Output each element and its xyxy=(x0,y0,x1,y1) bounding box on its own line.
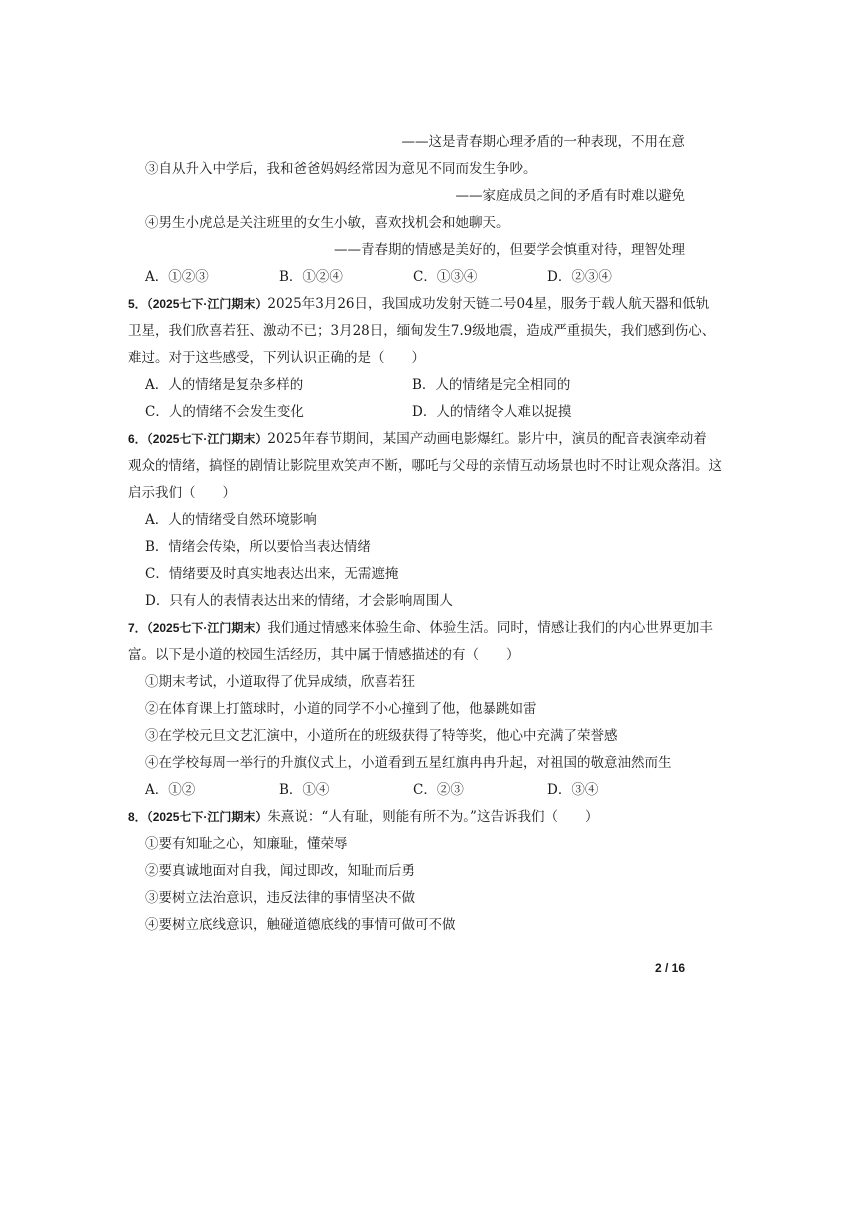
q5-stem-line-3: 难过。对于这些感受，下列认识正确的是（ ） xyxy=(128,350,425,366)
q7-number: 7． xyxy=(128,621,147,635)
q6-option-c[interactable]: C．情绪要及时真实地表达出来，无需遮掩 xyxy=(145,566,399,582)
q8-item-1: ①要有知耻之心，知廉耻，懂荣辱 xyxy=(145,836,348,852)
q5-stem-text: 2025年3月26日，我国成功发射天链二号04星，服务于载人航天器和低轨 xyxy=(267,296,710,312)
q7-stem-line-2: 富。以下是小道的校园生活经历，其中属于情感描述的有（ ） xyxy=(128,647,520,663)
q6-option-d[interactable]: D．只有人的表情表达出来的情绪，才会影响周围人 xyxy=(145,593,453,609)
q8-number: 8． xyxy=(128,810,147,824)
q7-item-3: ③在学校元旦文艺汇演中，小道所在的班级获得了特等奖，他心中充满了荣誉感 xyxy=(145,728,618,744)
q5-number: 5． xyxy=(128,297,147,311)
q5-stem-line-2: 卫星，我们欣喜若狂、激动不已；3月28日，缅甸发生7.9级地震，造成严重损失，我们感到伤心、 xyxy=(128,323,716,339)
q4-options xyxy=(145,268,685,286)
q6-source-tag: （2025七下·江门期末） xyxy=(146,432,268,446)
q7-option-b[interactable]: B．①④ xyxy=(279,782,330,798)
q6-option-b[interactable]: B．情绪会传染，所以要恰当表达情绪 xyxy=(145,539,371,555)
q4-item-3: ③自从升入中学后，我和爸爸妈妈经常因为意见不同而发生争吵。 xyxy=(145,161,537,177)
q7-item-2: ②在体育课上打篮球时，小道的同学不小心撞到了他，他暴跳如雷 xyxy=(145,701,537,717)
page-number: 2 / 16 xyxy=(654,961,685,975)
q6-stem-line-3: 启示我们（ ） xyxy=(128,485,236,501)
q7-option-a[interactable]: A．①② xyxy=(145,782,196,798)
q5-option-d[interactable]: D．人的情绪令人难以捉摸 xyxy=(412,404,572,420)
q7-stem-line-1 xyxy=(128,619,713,637)
q6-option-a[interactable]: A．人的情绪受自然环境影响 xyxy=(145,512,317,528)
q7-source-tag: （2025七下·江门期末） xyxy=(146,621,268,635)
q5-option-c[interactable]: C．人的情绪不会发生变化 xyxy=(145,404,304,420)
q6-stem-text: 2025年春节期间，某国产动画电影爆红。影片中，演员的配音表演牵动着 xyxy=(267,431,707,447)
q4-option-d[interactable]: D．②③④ xyxy=(547,269,612,285)
q6-stem-line-1 xyxy=(128,430,707,448)
q7-stem-text: 我们通过情感来体验生命、体验生活。同时，情感让我们的内心世界更加丰 xyxy=(267,620,713,636)
q8-stem-text: 朱熹说：“人有耻，则能有所不为。”这告诉我们（ ） xyxy=(267,809,599,825)
q7-item-4: ④在学校每周一举行的升旗仪式上，小道看到五星红旗冉冉升起，对祖国的敬意油然而生 xyxy=(145,755,672,771)
q7-option-d[interactable]: D．③④ xyxy=(547,782,599,798)
q5-option-a[interactable]: A．人的情绪是复杂多样的 xyxy=(145,377,304,393)
q7-item-1: ①期末考试，小道取得了优异成绩，欣喜若狂 xyxy=(145,674,415,690)
q5-option-b[interactable]: B．人的情绪是完全相同的 xyxy=(412,377,571,393)
q8-item-4: ④要树立底线意识，触碰道德底线的事情可做可不做 xyxy=(145,917,456,933)
q6-stem-line-2: 观众的情绪，搞怪的剧情让影院里欢笑声不断，哪吒与父母的亲情互动场景也时不时让观众落泪。这 xyxy=(128,458,722,474)
q4-option-b[interactable]: B．①②④ xyxy=(279,269,343,285)
q4-option-a[interactable]: A．①②③ xyxy=(145,269,209,285)
q8-item-3: ③要树立法治意识，违反法律的事情坚决不做 xyxy=(145,890,415,906)
q8-source-tag: （2025七下·江门期末） xyxy=(146,810,268,824)
q7-option-c[interactable]: C．②③ xyxy=(413,782,464,798)
q5-source-tag: （2025七下·江门期末） xyxy=(146,297,268,311)
q5-stem-line-1 xyxy=(128,295,709,313)
q4-item-4: ④男生小虎总是关注班里的女生小敏，喜欢找机会和她聊天。 xyxy=(145,215,510,231)
q6-number: 6． xyxy=(128,432,147,446)
q8-stem-line-1 xyxy=(128,808,598,826)
q7-options xyxy=(145,781,685,799)
q4-comment-4: ——青春期的情感是美好的，但要学会慎重对待，理智处理 xyxy=(334,242,685,258)
q4-comment-3: ——家庭成员之间的矛盾有时难以避免 xyxy=(455,188,685,204)
q4-comment-1: ——这是青春期心理矛盾的一种表现，不用在意 xyxy=(401,134,685,150)
q8-item-2: ②要真诚地面对自我，闻过即改，知耻而后勇 xyxy=(145,863,415,879)
q4-option-c[interactable]: C．①③④ xyxy=(413,269,478,285)
